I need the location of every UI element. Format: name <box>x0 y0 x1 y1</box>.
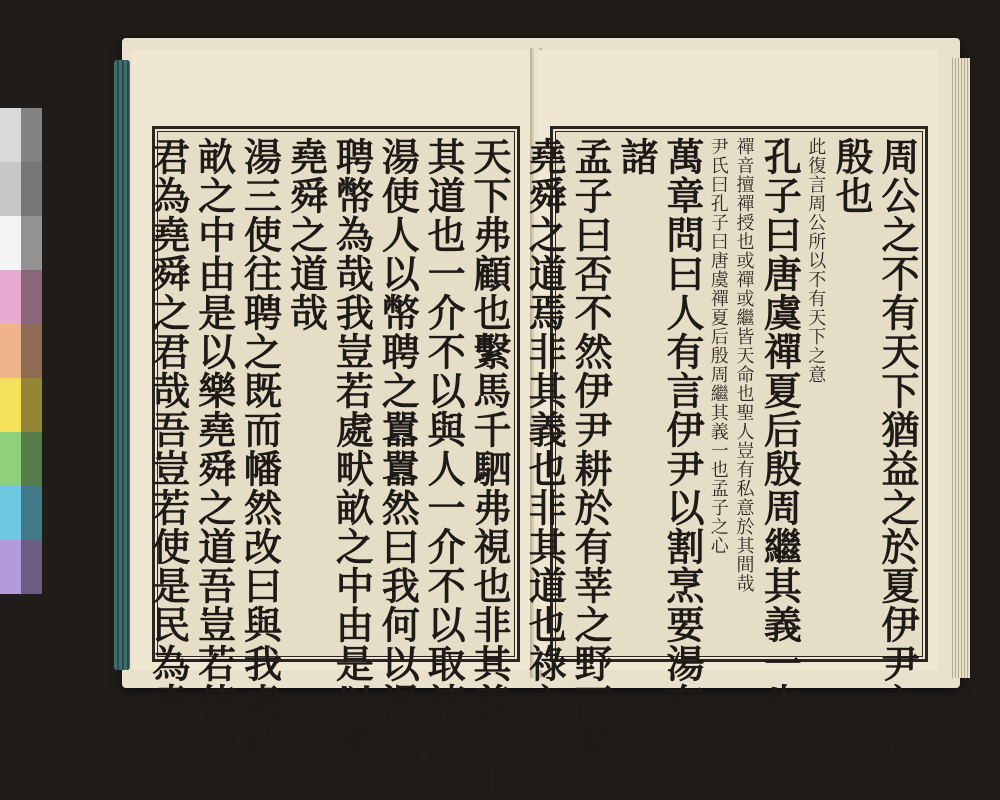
text-column: 湯三使往聘之既而幡然改曰與我處畎 <box>237 137 283 761</box>
color-swatch <box>0 432 42 486</box>
text-column: 殷也 <box>829 137 875 215</box>
text-column: 堯舜之道焉非其義也非其道也祿之以 <box>522 137 568 761</box>
right-text-columns <box>522 137 920 761</box>
color-swatch <box>0 270 42 324</box>
book-edge-right <box>950 58 970 678</box>
annotation-column: 禪音擅禪授也或禪或繼皆天命也聖人豈有私意於其間哉 <box>733 137 755 593</box>
color-calibration-chart <box>0 108 42 594</box>
annotation-column: 此復言周公所以不有天下之意 <box>805 137 827 384</box>
color-swatch <box>0 378 42 432</box>
text-column: 堯舜之道哉 <box>283 137 329 332</box>
left-text-frame <box>145 126 520 800</box>
left-page <box>132 50 534 800</box>
text-column: 孟子曰否不然伊尹耕於有莘之野而樂 <box>568 137 614 761</box>
text-column: 聘幣為哉我豈若處畎畝之中由是以樂 <box>329 137 375 761</box>
text-column: 其道也一介不以與人一介不以取諸人 <box>421 137 467 761</box>
text-column: 畝之中由是以樂堯舜之道吾豈若使是 <box>191 137 237 761</box>
right-page <box>522 50 938 761</box>
color-swatch <box>0 486 42 540</box>
annotation-column: 尹氏曰孔子曰唐虞禪夏后殷周繼其義一也孟子之心 <box>707 137 729 555</box>
text-column: 湯使人以幣聘之囂囂然曰我何以湯之 <box>375 137 421 761</box>
color-swatch <box>0 324 42 378</box>
book-edge-left <box>114 60 130 670</box>
color-swatch <box>0 216 42 270</box>
open-book <box>122 38 960 800</box>
color-swatch <box>0 540 42 594</box>
color-swatch <box>0 162 42 216</box>
text-column: 萬章問曰人有言伊尹以割烹要湯有 <box>659 137 705 722</box>
text-column: 孔子曰唐虞禪夏后殷周繼其義一也 <box>757 137 803 722</box>
text-column: 君為堯舜之君哉吾豈若使是民為堯舜 <box>145 137 191 761</box>
right-text-frame <box>522 126 928 761</box>
color-swatch <box>0 108 42 162</box>
left-text-columns <box>145 137 512 800</box>
text-column: 天下弗顧也繫馬千駟弗視也非其義也非 <box>467 137 512 800</box>
text-column: 周公之不有天下猶益之於夏伊尹之於 <box>875 137 920 761</box>
text-column: 諸 <box>614 137 660 176</box>
